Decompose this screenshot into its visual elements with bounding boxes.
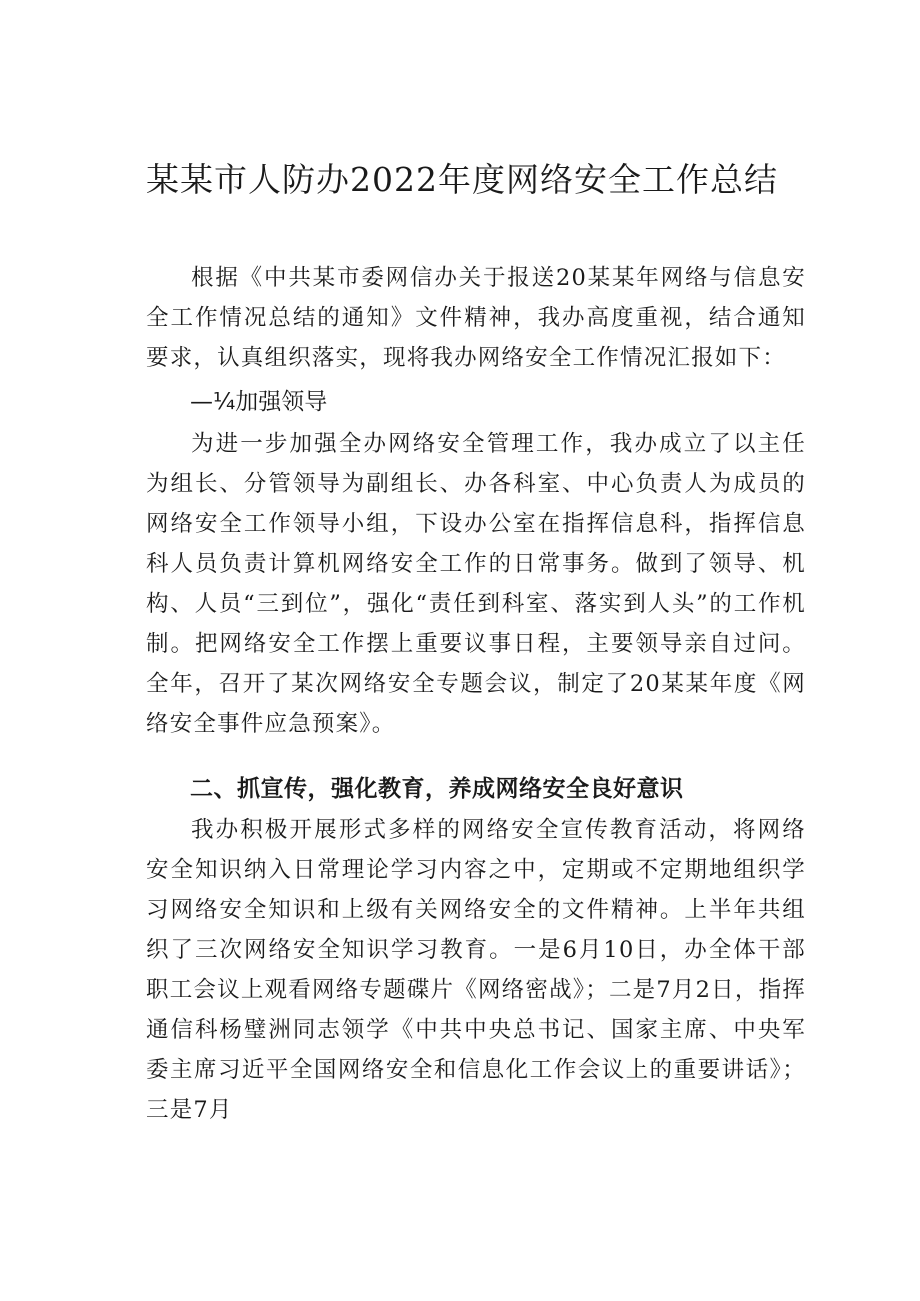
section-1-body: 为进一步加强全办网络安全管理工作，我办成立了以主任为组长、分管领导为副组长、办各科室、中心负责人为成员的网络安全工作领导小组，下设办公室在指挥信息科，指挥信息科人员负责计算机网络安全工作的日常事务。做到了领导、机构、人员“三到位”，强化“责任到科室、落实到人头”的工作机制。把网络安全工作摆上重要议事日程，主要领导亲自过问。全年，召开了某次网络安全专题会议，制定了20某某年度《网络安全事件应急预案》。 xyxy=(146,431,806,737)
section-2-heading: 二、抓宣传，强化教育，养成网络安全良好意识 xyxy=(190,776,684,802)
section-1-heading: —¼加强领导 xyxy=(190,389,328,415)
section-2-body: 我办积极开展形式多样的网络安全宣传教育活动，将网络安全知识纳入日常理论学习内容之中，定期或不定期地组织学习网络安全知识和上级有关网络安全的文件精神。上半年共组织了三次网络安全知识学习教育。一是6月10日，办全体干部职工会议上观看网络专题碟片《网络密战》；二是7月2日，指挥通信科杨璧洲同志领学《中共中央总书记、国家主席、中央军委主席习近平全国网络安全和信息化工作会议上的重要讲话》；三是7月 xyxy=(146,817,806,1123)
intro-paragraph: 根据《中共某市委网信办关于报送20某某年网络与信息安全工作情况总结的通知》文件精神，我办高度重视，结合通知要求，认真组织落实，现将我办网络安全工作情况汇报如下： xyxy=(146,265,806,371)
document-title: 某某市人防办2022年度网络安全工作总结 xyxy=(146,160,778,199)
